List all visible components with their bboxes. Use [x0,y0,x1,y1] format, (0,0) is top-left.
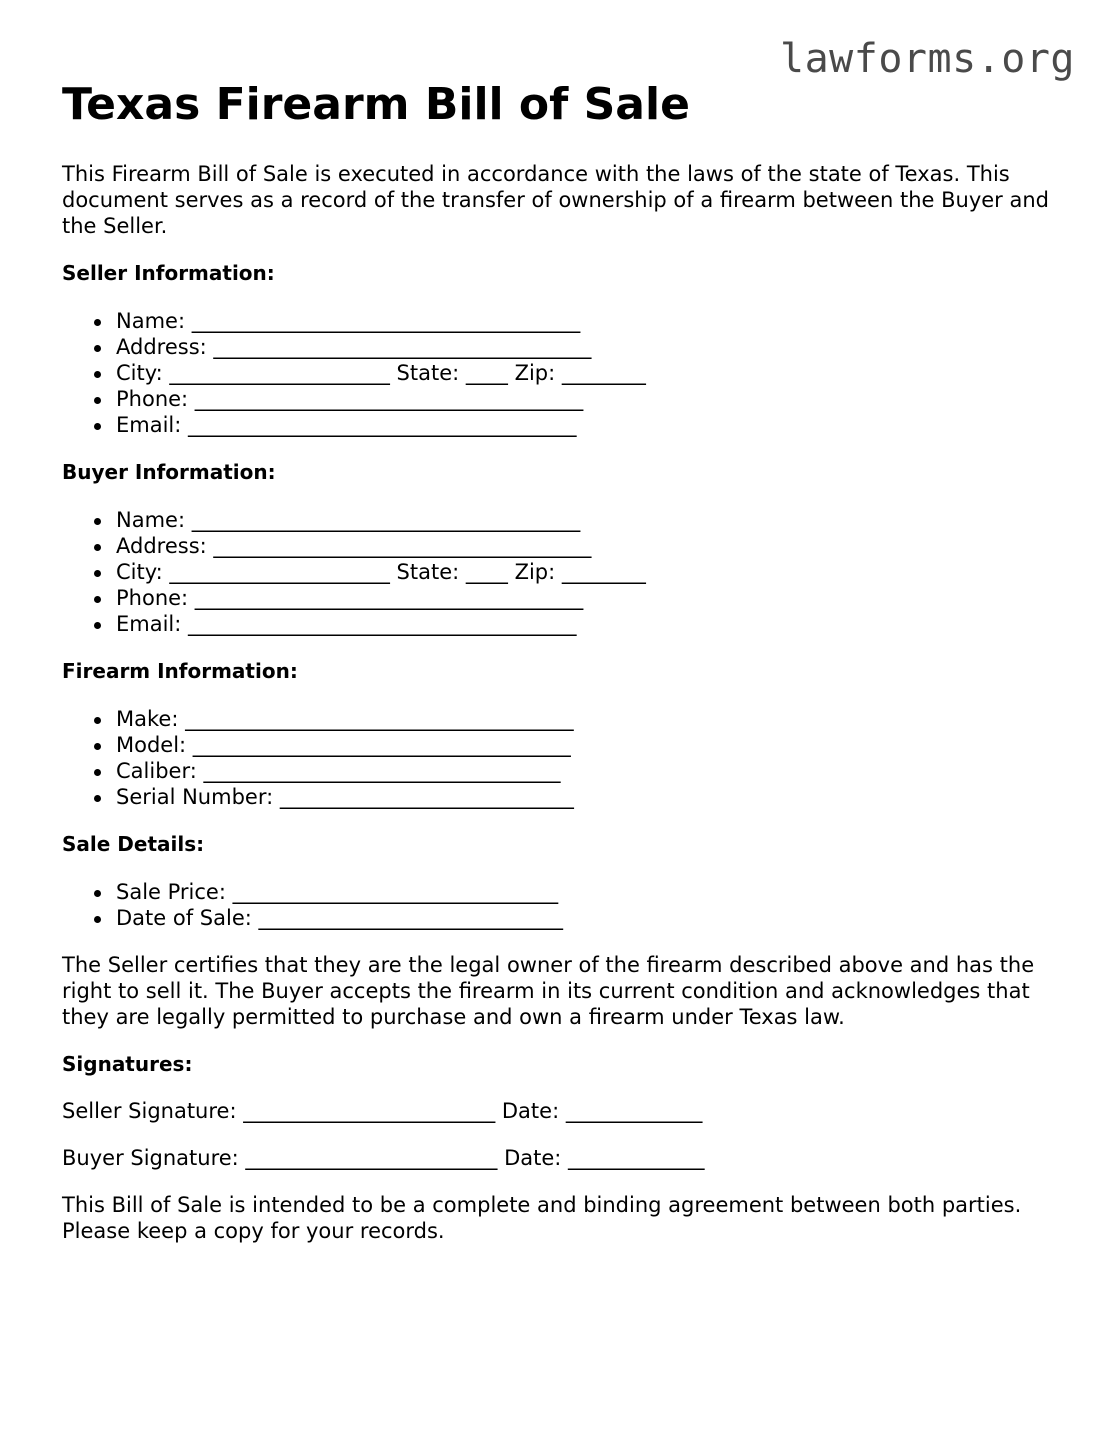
intro-paragraph: This Firearm Bill of Sale is executed in accordance with the laws of the state of Texas. This document serves as a record of the transfer of ownership of a firearm between the Buyer and the Seller. [62,162,1049,238]
buyer-signature-line[interactable]: Buyer Signature: ________________________ Date: _____________ [62,1146,705,1170]
sale-date-field[interactable]: Date of Sale: _____________________________ [94,905,1062,931]
sale-section-heading: Sale Details: [62,832,205,856]
document-page [62,78,1062,1244]
buyer-address-field[interactable]: Address: ____________________________________ [94,533,1062,559]
signatures-section-heading: Signatures: [62,1052,193,1076]
firearm-caliber-field[interactable]: Caliber: __________________________________ [94,758,1062,784]
firearm-field-list [62,706,1062,810]
firearm-section-heading: Firearm Information: [62,659,298,683]
buyer-city-state-zip-field[interactable]: City: _____________________ State: ____ Zip: ________ [94,559,1062,585]
buyer-phone-field[interactable]: Phone: _____________________________________ [94,585,1062,611]
sale-field-list [62,879,1062,931]
sale-price-field[interactable]: Sale Price: _______________________________ [94,879,1062,905]
seller-phone-field[interactable]: Phone: _____________________________________ [94,386,1062,412]
seller-address-field[interactable]: Address: ____________________________________ [94,334,1062,360]
seller-city-state-zip-field[interactable]: City: _____________________ State: ____ Zip: ________ [94,360,1062,386]
seller-name-field[interactable]: Name: _____________________________________ [94,308,1062,334]
seller-section-heading: Seller Information: [62,261,275,285]
seller-field-list [62,308,1062,438]
firearm-model-field[interactable]: Model: ____________________________________ [94,732,1062,758]
certification-paragraph: The Seller certifies that they are the legal owner of the firearm described above and has the right to sell it. The Buyer accepts the firearm in its current condition and acknowledges that they are legally permitted to purchase and own a firearm under Texas law. [62,953,1035,1029]
watermark-logo: lawforms.org [780,36,1075,82]
buyer-section-heading: Buyer Information: [62,460,276,484]
buyer-email-field[interactable]: Email: _____________________________________ [94,611,1062,637]
firearm-make-field[interactable]: Make: _____________________________________ [94,706,1062,732]
buyer-name-field[interactable]: Name: _____________________________________ [94,507,1062,533]
document-title: Texas Firearm Bill of Sale [62,79,690,130]
seller-email-field[interactable]: Email: _____________________________________ [94,412,1062,438]
closing-paragraph: This Bill of Sale is intended to be a complete and binding agreement between both parties. Please keep a copy for your records. [62,1193,1022,1243]
firearm-serial-number-field[interactable]: Serial Number: ____________________________ [94,784,1062,810]
buyer-field-list [62,507,1062,637]
seller-signature-line[interactable]: Seller Signature: ________________________ Date: _____________ [62,1099,703,1123]
